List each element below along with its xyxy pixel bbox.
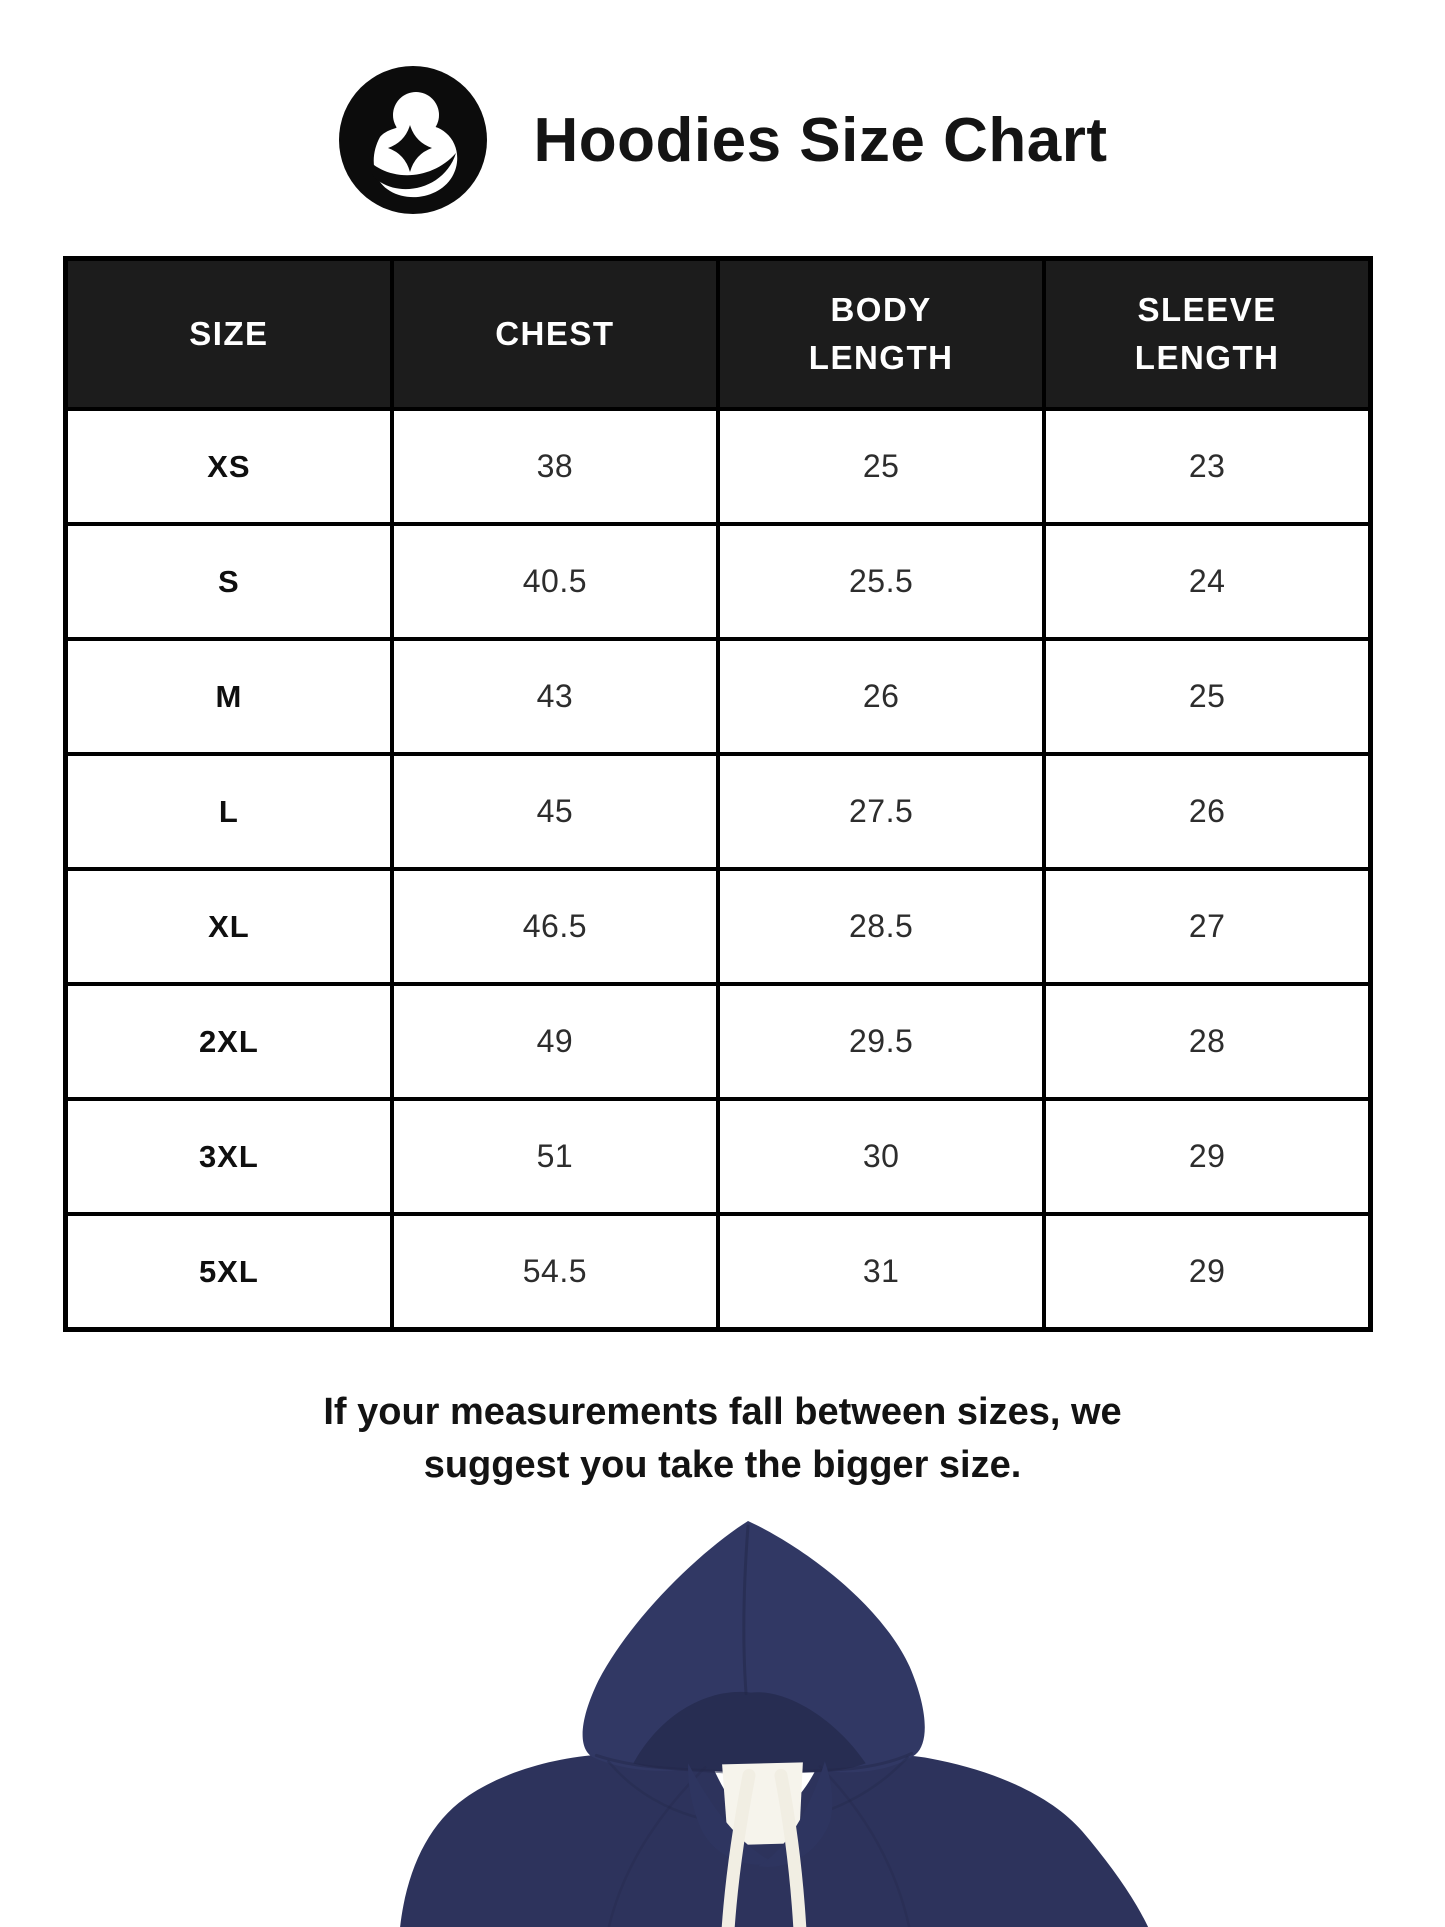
table-row-xs: [66, 409, 1371, 524]
cell-chest: 45: [392, 754, 718, 869]
cell-chest: 46.5: [392, 869, 718, 984]
cell-size: 2XL: [66, 984, 392, 1099]
cell-sleeve-length: 29: [1044, 1214, 1370, 1330]
cell-size: S: [66, 524, 392, 639]
cell-body-length: 28.5: [718, 869, 1044, 984]
cell-chest: 54.5: [392, 1214, 718, 1330]
brand-header: [0, 64, 1445, 216]
cell-body-length: 27.5: [718, 754, 1044, 869]
cell-body-length: 29.5: [718, 984, 1044, 1099]
cell-chest: 49: [392, 984, 718, 1099]
cell-size: 5XL: [66, 1214, 392, 1330]
cell-chest: 43: [392, 639, 718, 754]
table-row-5xl: [66, 1214, 1371, 1330]
hoodie-image: [350, 1518, 1170, 1927]
column-header-body-length: BODY LENGTH: [718, 259, 1044, 410]
column-header-sleeve-length: SLEEVE LENGTH: [1044, 259, 1370, 410]
cell-size: M: [66, 639, 392, 754]
cell-body-length: 25: [718, 409, 1044, 524]
cell-sleeve-length: 28: [1044, 984, 1370, 1099]
cell-sleeve-length: 26: [1044, 754, 1370, 869]
size-note-line2: suggest you take the bigger size.: [423, 1444, 1022, 1487]
cell-body-length: 26: [718, 639, 1044, 754]
page-title: Hoodies Size Chart: [533, 105, 1108, 175]
brand-logo-icon: [338, 65, 488, 215]
size-chart-table-wrapper: [63, 256, 1373, 1332]
column-header-size: SIZE: [66, 259, 392, 410]
size-note-line1: If your measurements fall between sizes, we: [323, 1391, 1122, 1433]
table-row-s: [66, 524, 1371, 639]
cell-sleeve-length: 25: [1044, 639, 1370, 754]
cell-chest: 51: [392, 1099, 718, 1214]
size-note: [0, 1386, 1445, 1492]
size-chart-table: [63, 256, 1373, 1332]
cell-size: XL: [66, 869, 392, 984]
cell-body-length: 31: [718, 1214, 1044, 1330]
cell-chest: 40.5: [392, 524, 718, 639]
hoodie-illustration: [350, 1518, 1170, 1927]
cell-sleeve-length: 27: [1044, 869, 1370, 984]
cell-sleeve-length: 29: [1044, 1099, 1370, 1214]
cell-body-length: 30: [718, 1099, 1044, 1214]
table-row-3xl: [66, 1099, 1371, 1214]
table-row-l: [66, 754, 1371, 869]
table-row-xl: [66, 869, 1371, 984]
cell-sleeve-length: 23: [1044, 409, 1370, 524]
cell-chest: 38: [392, 409, 718, 524]
cell-size: L: [66, 754, 392, 869]
column-header-chest: CHEST: [392, 259, 718, 410]
table-row-2xl: [66, 984, 1371, 1099]
header-row: [66, 259, 1371, 410]
cell-size: XS: [66, 409, 392, 524]
table-row-m: [66, 639, 1371, 754]
cell-body-length: 25.5: [718, 524, 1044, 639]
cell-sleeve-length: 24: [1044, 524, 1370, 639]
cell-size: 3XL: [66, 1099, 392, 1214]
